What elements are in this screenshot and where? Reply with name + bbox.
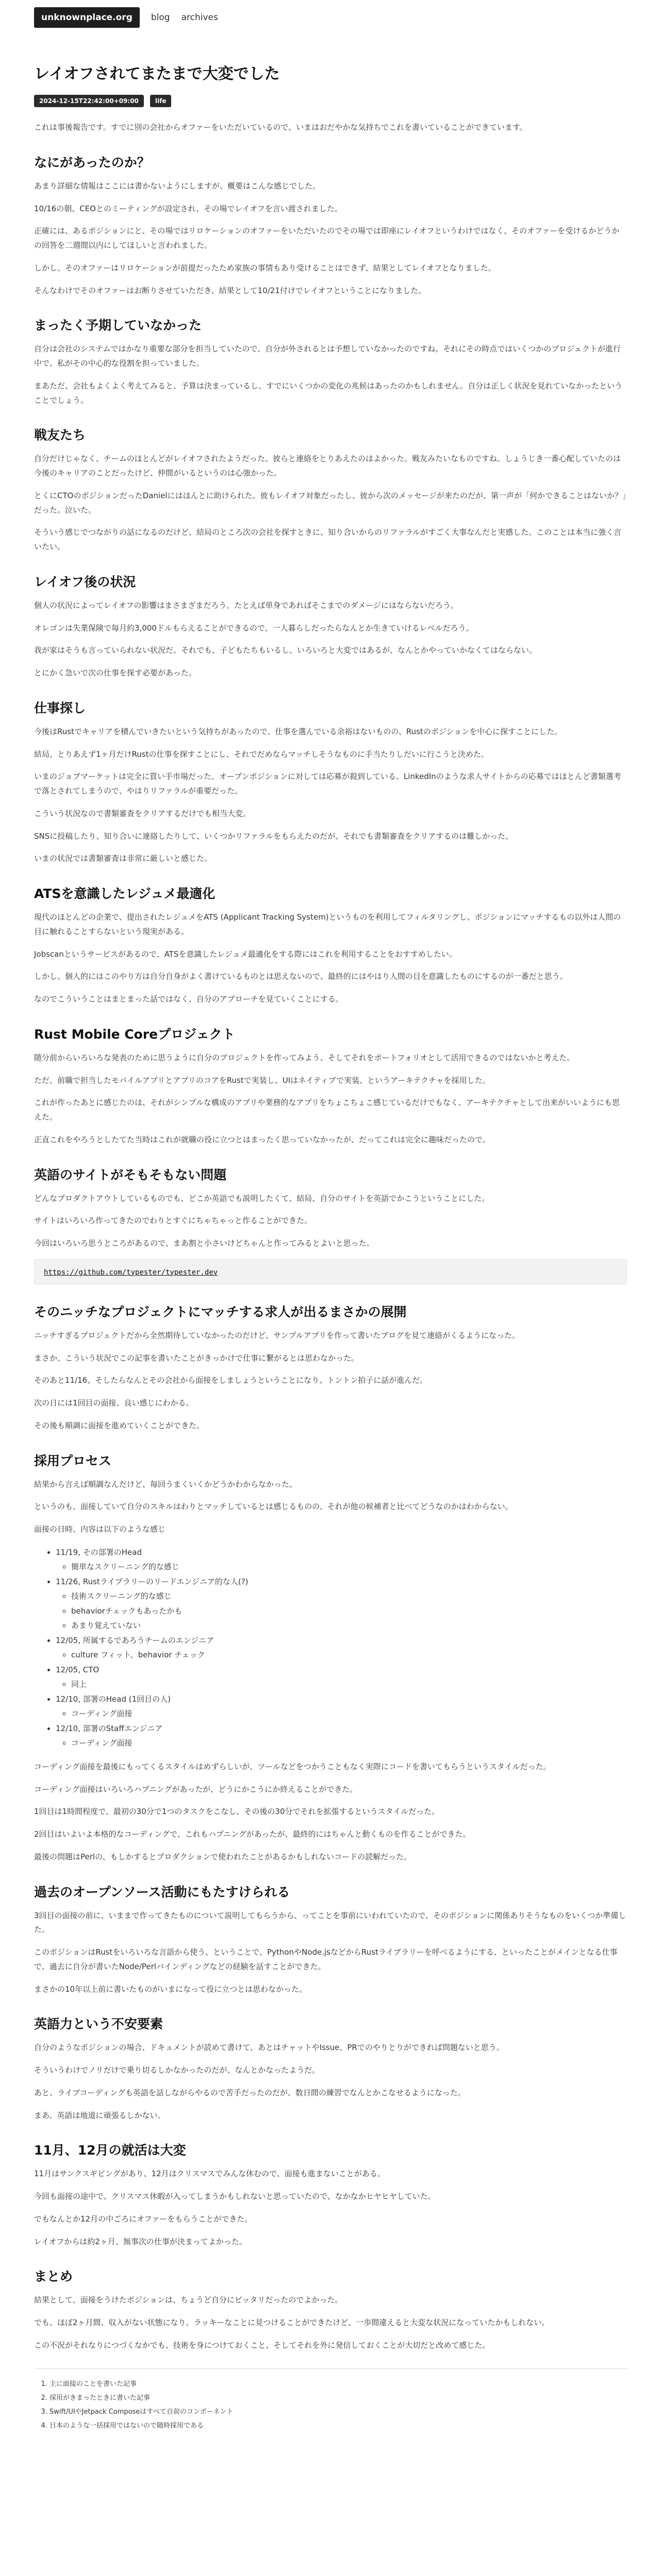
section-heading: 採用プロセス (34, 1453, 112, 1468)
footnote-item: 2. 採用がきまったときに書いた記事 (49, 2391, 627, 2405)
timeline-subitem: ◦ コーディング面接 (71, 1736, 627, 1751)
timeline-item-label: 12/10, 部署のHead (1回目の人) (56, 1694, 171, 1704)
section-paragraph: あまり詳細な情報はここには書かないようにしますが、概要はこんな感じでした。 (34, 181, 321, 191)
section-paragraph: 1回目は1時間程度で、最初の30分で1つのタスクをこなし、その後の30分でそれを拡張するというスタイルだった。 (34, 1807, 440, 1817)
section-paragraph: とにかく急いで次の仕事を探す必要があった。 (34, 668, 196, 677)
site-header (0, 0, 662, 35)
section-paragraph: しかし、個人的にはこのやり方は自分自身がよく書けているものとは思えないので、最終的にはやはり人間の目を意識したものにするのが一番だと思う。 (34, 972, 568, 981)
nav-link-archives[interactable]: archives (181, 12, 218, 23)
section-heading: まったく予期していなかった (34, 318, 202, 333)
section-paragraph: 正直これをやろうとしたてた当時はこれが就職の役に立つとはまったく思っていなかったが、だってこれは完全に趣味だったので。 (34, 1134, 490, 1144)
timeline-item-label: 12/10, 部署のStaffエンジニア (56, 1723, 163, 1733)
footnote-list (34, 2377, 627, 2433)
timeline-sublist (56, 1677, 627, 1692)
section-paragraph: まさかの10年以上前に書いたものがいまになって役に立つとは思わなかった。 (34, 1984, 307, 1994)
section-paragraph: 自分は会社のシステムではかなり重要な部分を担当していたので、自分が外されるとは予想していなかったのですね。それにその時点ではいくつかのプロジェクトが進行中で、私がその中心的な役割を担っていました。 (34, 344, 621, 368)
section-paragraph: いまのジョブマーケットは完全に買い手市場だった。オープンポジションに対しては応募が殺到している。LinkedInのような求人サイトからの応募ではほとんど書類選考で落とされてしまうので、やはりリファラルが重要だった。 (34, 772, 621, 795)
repo-link[interactable]: https://github.com/typester/typester.dev (44, 1268, 218, 1277)
section-paragraph: まさか、こういう状況でこの記事を書いたことがきっかけで仕事に繋がるとは思わなかった。 (34, 1353, 359, 1363)
section-heading: 戦友たち (34, 428, 86, 443)
timeline-sublist (56, 1560, 627, 1574)
footnote-item: 4. 日本のような一括採用ではないので随時採用である (49, 2419, 627, 2433)
section-paragraph: SNSに投稿したり、知り合いに連絡したりして、いくつかリファラルをもらえたのだが、それでも書類審査をクリアするのは難しかった。 (34, 831, 514, 841)
timeline-subitem: ◦ 技術スクリーニング的な感じ (71, 1589, 627, 1604)
section-paragraph: サイトはいろいろ作ってきたのでわりとすぐにちゃちゃっと作ることができた。 (34, 1216, 312, 1226)
section-paragraph: 随分前からいろいろな発表のために思うように自分のプロジェクトを作ってみよう、そしてそれをポートフォリオとして活用できるのではないかと考えた。 (34, 1053, 575, 1062)
section-paragraph: 次の日には1回目の面接、良い感じにわかる。 (34, 1398, 194, 1408)
section-paragraph: これが作ったあとに感じたのは、それがシンプルな構成のアプリや業務的なアプリをちょこちょこ感じているだけでもなく、アーキテクチャとして出来がいいようにも思えた。 (34, 1098, 620, 1122)
section-paragraph: 今回はいろいろ思うところがあるので、まあ割と小さいけどちゃんと作ってみるとよいと思った。 (34, 1239, 374, 1248)
article-title: レイオフされてまたまで大変でした (34, 65, 280, 83)
footnote-item: 1. 主に面接のことを書いた記事 (49, 2377, 627, 2391)
section-paragraph: しかし、そのオファーはリロケーションが前提だったため家族の事情もあり受けることはできず、結果としてレイオフとなりました。 (34, 263, 496, 273)
section-paragraph: 結局、とりあえず1ヶ月だけRustの仕事を探すことにし、それでだめならマッチしそうなものに手当たりしだいに行こうと決めた。 (34, 749, 489, 759)
timeline-subitem: ◦ 同上 (71, 1677, 627, 1692)
section-paragraph: そのあと11/16、そしたらなんとその会社から面接をしましょうということになり、トントン拍子に話が進んだ。 (34, 1376, 428, 1385)
section-paragraph: 自分のようなポジションの場合、ドキュメントが読めて書けて、あとはチャットやIssue、PRでのやりとりができれば問題ないと思う。 (34, 2043, 504, 2053)
section-paragraph: そういう感じでつながりの話になるのだけど、結局のところ次の会社を探すときに、知り合いからのリファラルがすごく大事なんだと実感した。このことは本当に強く言いたい。 (34, 528, 622, 551)
section-paragraph: でもなんとか12月の中ごろにオファーをもらうことができた。 (34, 2214, 253, 2224)
timeline-item (56, 1633, 627, 1663)
section-paragraph: ただ、前職で担当したモバイルアプリとアプリのコアをRustで実装し、UIはネイティブで実装、というアーキテクチャを採用した。 (34, 1075, 490, 1085)
site-brand-link[interactable]: unknownplace.org (34, 7, 140, 28)
section-paragraph: 今回も面接の途中で、クリスマス休暇が入ってしまうかもしれないと思っていたので、なかなかヒヤヒヤしていた。 (34, 2192, 436, 2201)
section-heading: 11月、12月の就活は大変 (34, 2143, 186, 2158)
timeline-item (56, 1574, 627, 1633)
timeline-item-label: 12/05, CTO (56, 1665, 100, 1674)
section-paragraph: 11月はサンクスギビングがあり、12月はクリスマスでみんな休むので、面接も進まないことがある。 (34, 2169, 385, 2179)
timeline-subitem: ◦ コーディング面接 (71, 1706, 627, 1721)
section-heading: 英語力という不安要素 (34, 2016, 163, 2032)
section-paragraph: 3回目の面接の前に、いままで作ってきたものについて説明してもらうから、ってことを事前にいわれていたので、そのポジションに関係ありそうなものをいくつか準備した。 (34, 1910, 626, 1935)
section-paragraph: まあただ、会社もよくよく考えてみると、予算は決まっているし、すでにいくつかの変化の兆候はあったのかもしれません。自分は正しく状況を見れていなかったということでしょう。 (34, 381, 623, 405)
section-heading: 英語のサイトがそもそもない問題 (34, 1167, 227, 1182)
section-heading: 過去のオープンソース活動にもたすけられる (34, 1884, 290, 1900)
nav-link-blog[interactable]: blog (151, 12, 170, 23)
interview-timeline (34, 1545, 627, 1751)
section-paragraph: 我が家はそうも言っていられない状況だ。それでも、子どもたちもいるし、いろいろと大変ではあるが、なんとかやっていかなくてはならない。 (34, 646, 537, 655)
section-paragraph: 結果から言えば順調なんだけど、毎回うまくいくかどうかわからなかった。 (34, 1479, 297, 1489)
section-paragraph: というのも、面接していて自分のスキルはわりとマッチしているとは感じるものの、それが他の候補者と比べてどうなのかはわからない。 (34, 1502, 513, 1512)
section-paragraph: なのでこういうことはまとまった話ではなく、自分のアプローチを見ていくことにする。 (34, 994, 343, 1004)
timeline-subitem: ◦ 簡単なスクリーニング的な感じ (71, 1560, 627, 1574)
section-paragraph: この不況がそれなりにつづくなかでも、技術を身につけておくこと、そしてそれを外に発信しておくことが大切だと改めて感じた。 (34, 2340, 490, 2350)
section-paragraph: 自分だけじゃなく、チームのほとんどがレイオフされたようだった。彼らと連絡をとりあえたのはよかった。戦友みたいなものですね。しょうじき一番心配していたのは今後のキャリアのことだったけど、仲間がいるというのは心強かった。 (34, 454, 621, 478)
section-heading: 仕事探し (34, 700, 86, 716)
timeline-sublist (56, 1706, 627, 1721)
section-paragraph: Jobscanというサービスがあるので、ATSを意識したレジュメ最適化をする際にはこれを利用することをおすすめしたい。 (34, 949, 457, 959)
section-paragraph: 正確には、あるポジションにと、その場ではリロケーションのオファーをいただいたのでその場では即座にレイオフというわけではなく、そのオファーを受けるかどうかの回答を二週間以内にしてほしいと言われました。 (34, 226, 620, 250)
section-heading: まとめ (34, 2269, 73, 2284)
section-heading: Rust Mobile Coreプロジェクト (34, 1026, 235, 1042)
section-paragraph: 面接の日時、内容は以下のような感じ (34, 1524, 166, 1534)
section-paragraph: 個人の状況によってレイオフの影響はまさまざまだろう。たとえば単身であればそこまでのダメージにはならないだろう。 (34, 600, 459, 610)
section-paragraph: でも、ほぼ2ヶ月間、収入がない状態になり、ラッキーなことに見つけることができたけど、一歩間違えると大変な状況になっていたかもしれない。 (34, 2318, 550, 2327)
section-paragraph: どんなプロダクトアウトしているものでも、どこか英語でも説明したくて、結局、自分のサイトを英語でかこうということにした。 (34, 1193, 490, 1203)
section-paragraph: コーディング面接を最後にもってくるスタイルはめずらしいが、ツールなどをつかうこともなく実際にコードを書いてもらうというスタイルだった。 (34, 1761, 551, 1771)
section-paragraph: 10/16の朝、CEOとのミーティングが設定され、その場でレイオフを言い渡されました。 (34, 204, 342, 213)
timeline-subitem: ◦ あまり覚えていない (71, 1618, 627, 1633)
section-paragraph: レイオフからは約2ヶ月、無事次の仕事が決まってよかった。 (34, 2236, 247, 2246)
post-date-badge: 2024-12-15T22:42:00+09:00 (34, 95, 144, 107)
timeline-item (56, 1663, 627, 1692)
timeline-item (56, 1692, 627, 1721)
section-paragraph: あと、ライブコーディングも英語を話しながらやるので苦手だったのだが、数日間の練習でなんとかこなせるようになった。 (34, 2088, 466, 2097)
timeline-sublist (56, 1648, 627, 1663)
timeline-item-label: 11/19, その部署のHead (56, 1547, 142, 1557)
timeline-item-label: 12/05, 所属するであろうチームのエンジニア (56, 1635, 214, 1645)
section-paragraph: そういうわけでノリだけで乗り切るしかなかったのだが、なんとかなったようだ。 (34, 2065, 320, 2075)
section-paragraph: 最後の問題はPerlの、もしかするとプロダクションで使われたことがあるかもしれないコードの読解だった。 (34, 1852, 412, 1861)
section-paragraph: その後も順調に面接を進めていくことができた。 (34, 1420, 205, 1430)
section-paragraph: 2回目はいよいよ本格的なコーディングで、これもハプニングがあったが、最終的にはちゃんと動くものを作ることができた。 (34, 1829, 471, 1839)
footnotes (34, 2368, 627, 2433)
section-paragraph: 現代のほとんどの企業で、提出されたレジュメをATS (Applicant Tracking System)というものを利用してフィルタリングし、ポジションにマッチするもの以外は人間の目に触れることすらないという現実がある。 (34, 912, 621, 936)
timeline-item-label: 11/26, Rustライブラリーのリードエンジニア的な人(?) (56, 1577, 249, 1586)
section-paragraph: このポジションはRustをいろいろな言語から使う、ということで、PythonやNode.jsなどからRustライブラリーを呼べるようにする、といったことがメインとなる仕事で、過去に自分が書いたNode/Perlバインディングなどの経験を話すことができた。 (34, 1947, 618, 1971)
section-heading: レイオフ後の状況 (34, 574, 136, 589)
footnote-item: 3. Swift/UIやJetpack Composeはすべて自前のコンポーネント (49, 2405, 627, 2419)
section-paragraph: オレゴンは失業保険で毎月約3,000ドルもらえることができるので、一人暮らしだったらなんとか生きていけるレベルだろう。 (34, 623, 474, 633)
article (34, 61, 627, 2433)
timeline-subitem: ◦ culture フィット、behavior チェック (71, 1648, 627, 1663)
article-body (34, 152, 627, 2353)
timeline-sublist (56, 1589, 627, 1633)
section-paragraph: 結果として、面接をうけたポジションは、ちょうど自分にピッタリだったのでよかった。 (34, 2295, 343, 2305)
section-heading: ATSを意識したレジュメ最適化 (34, 886, 216, 901)
section-heading: そのニッチなプロジェクトにマッチする求人が出るまさかの展開 (34, 1304, 407, 1319)
code-block (34, 1259, 627, 1284)
post-tag-badge[interactable]: life (150, 95, 172, 107)
timeline-sublist (56, 1736, 627, 1751)
section-paragraph: そんなわけでそのオファーはお断りさせていただき、結果として10/21付けでレイオフということになりました。 (34, 285, 426, 295)
section-paragraph: まあ、英語は地道に頑張るしかない。 (34, 2110, 166, 2120)
section-paragraph: 今後はRustでキャリアを積んでいきたいという気持ちがあったので、仕事を選んでいる余裕はないものの、Rustのポジションを中心に探すことにした。 (34, 726, 562, 736)
timeline-subitem: ◦ behaviorチェックもあったかも (71, 1604, 627, 1619)
timeline-item (56, 1721, 627, 1751)
article-intro: これは事後報告です。すでに別の会社からオファーをいただいているので、いまはおだやかな気持ちでこれを書いていることができています。 (34, 123, 527, 132)
section-paragraph: コーディング面接はいろいろハプニングがあったが、どうにかこうにか終えることができた。 (34, 1784, 358, 1794)
section-paragraph: ニッチすぎるプロジェクトだから全然期待していなかったのだけど、サンプルアプリを作って書いたブログを見て連絡がくるようになった。 (34, 1330, 520, 1340)
section-heading: なにがあったのか？ (34, 155, 150, 170)
section-paragraph: いまの状況では書類審査は非常に厳しいと感じた。 (34, 854, 212, 863)
section-paragraph: こういう状況なので書類審査をクリアするだけでも相当大変。 (34, 808, 251, 818)
article-meta (34, 95, 627, 107)
section-paragraph: とくにCTOのポジションだったDanielにはほんとに助けられた。彼もレイオフ対象だったし、彼から次のメッセージが来たのだが、第一声が「何かできることはないか？」だった。泣いた。 (34, 490, 626, 515)
timeline-item (56, 1545, 627, 1574)
